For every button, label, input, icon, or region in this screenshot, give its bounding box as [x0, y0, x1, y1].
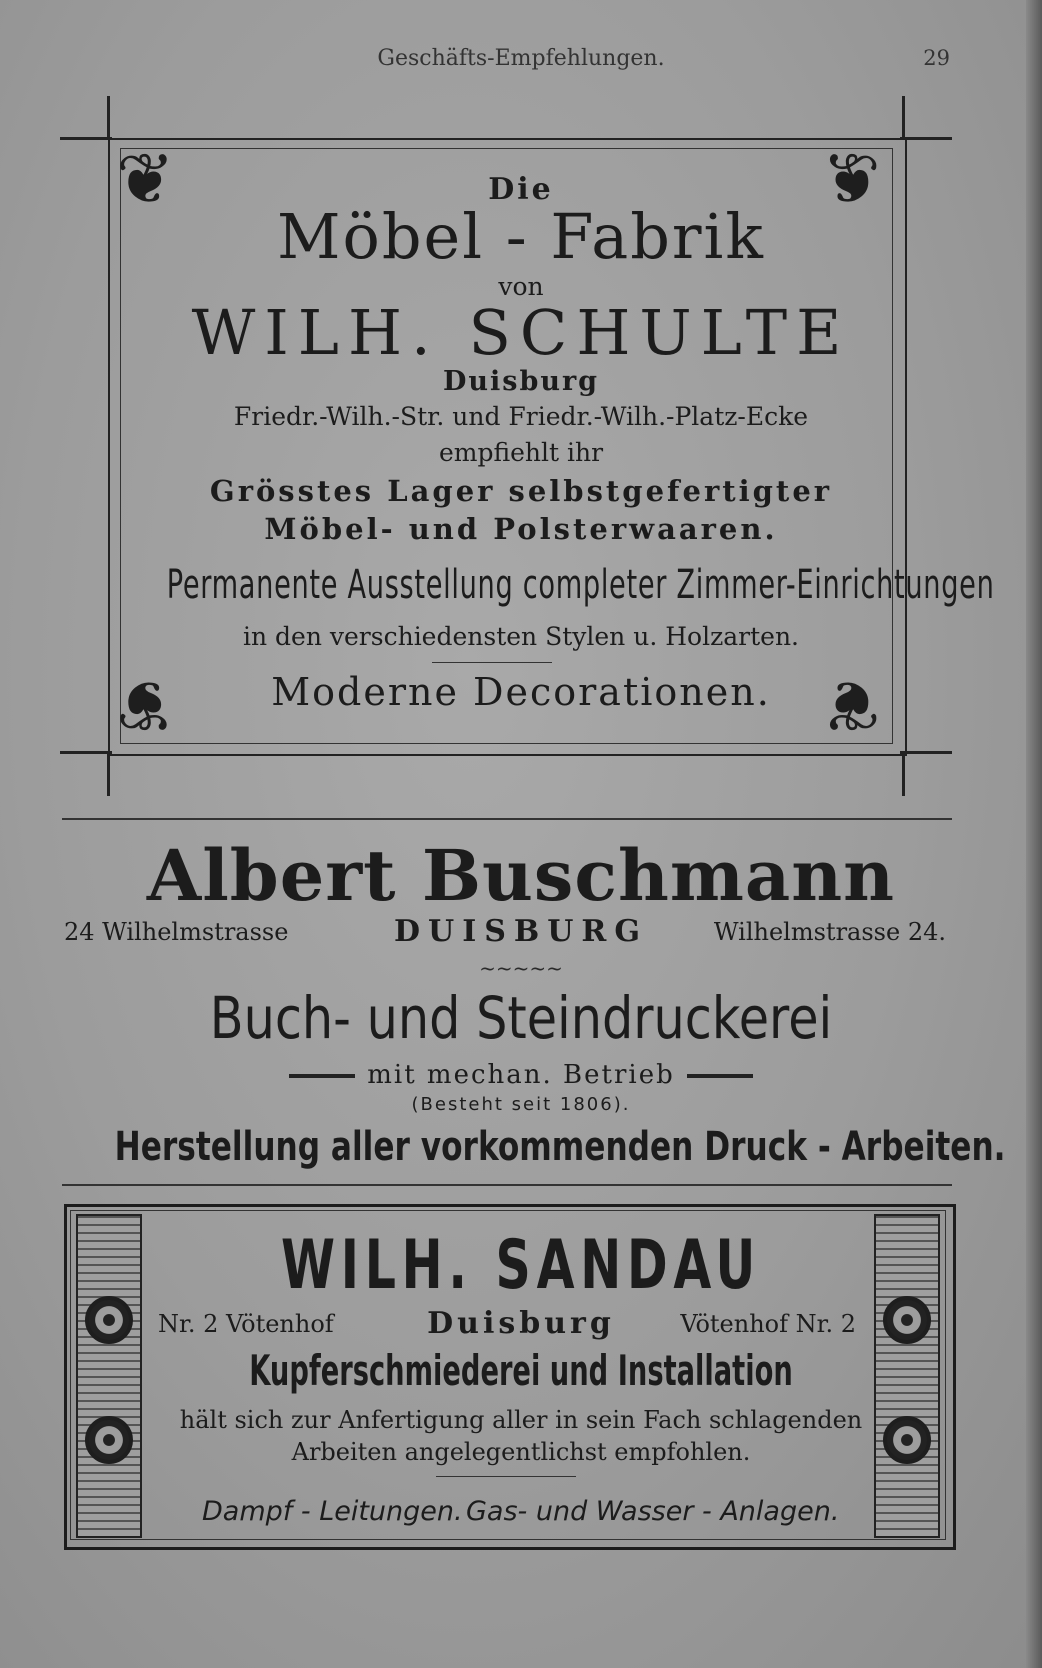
- ad-buschmann-address-right: Wilhelmstrasse 24.: [713, 918, 946, 946]
- ad-sandau-address-right: Vötenhof Nr. 2: [680, 1310, 856, 1338]
- ad-buschmann-city: DUISBURG: [394, 914, 648, 949]
- running-header: Geschäfts-Empfehlungen.: [377, 46, 665, 71]
- section-divider: [62, 1184, 952, 1186]
- frame-tick-bottom-right: [902, 752, 905, 796]
- ad-sandau-address-left: Nr. 2 Vötenhof: [158, 1310, 334, 1338]
- corner-ornament-icon: ❦: [822, 138, 881, 220]
- ad-schulte-exhibition: Permanente Ausstellung completer Zimmer-Einrichtungen: [166, 562, 995, 608]
- corner-ornament-icon: ❦: [116, 138, 175, 220]
- ad-sandau-service-steam: Dampf - Leitungen.: [202, 1496, 463, 1527]
- ad-sandau-name: WILH. SANDAU: [280, 1226, 762, 1305]
- ornamental-side-panel-left: [76, 1214, 142, 1538]
- frame-tick-top-right: [902, 96, 905, 140]
- divider: [432, 662, 552, 663]
- frame-tick-right-top: [900, 137, 952, 140]
- ad-schulte-styles: in den verschiedensten Stylen u. Holzarten.: [243, 622, 799, 651]
- ad-buschmann-tagline: Herstellung aller vorkommenden Druck - Arbeiten.: [114, 1124, 1006, 1170]
- ad-buschmann-subtitle: mit mechan. Betrieb: [367, 1060, 675, 1090]
- ad-schulte-address: Friedr.-Wilh.-Str. und Friedr.-Wilh.-Platz-Ecke: [233, 402, 809, 431]
- frame-tick-right-bottom: [900, 751, 952, 754]
- frame-tick-top-left: [107, 96, 110, 140]
- ad-buschmann-founded: (Besteht seit 1806).: [411, 1094, 631, 1115]
- ad-schulte-recommends: empfiehlt ihr: [438, 438, 604, 467]
- dash-left: [289, 1074, 355, 1078]
- page-number: 29: [923, 46, 950, 70]
- ad-sandau-text-line2: Arbeiten angelegentlichst empfohlen.: [291, 1438, 751, 1466]
- corner-ornament-icon: ❦: [822, 664, 881, 746]
- ad-buschmann-address-left: 24 Wilhelmstrasse: [64, 918, 289, 946]
- ad-schulte-stock: Grösstes Lager selbstgefertigter: [209, 474, 833, 508]
- corner-ornament-icon: ❦: [116, 664, 175, 746]
- divider: [436, 1476, 576, 1477]
- ad-schulte-name: WILH. SCHULTE: [191, 296, 851, 369]
- ad-sandau-business: Kupferschmiederei und Installation: [249, 1346, 793, 1395]
- frame-tick-bottom-left: [107, 752, 110, 796]
- ad-schulte-heading: Möbel - Fabrik: [277, 200, 765, 273]
- ad-buschmann-business: Buch- und Steindruckerei: [209, 984, 833, 1052]
- ad-sandau-city: Duisburg: [427, 1306, 615, 1341]
- ad-sandau-text-line1: hält sich zur Anfertigung aller in sein Fach schlagenden: [179, 1406, 863, 1434]
- ad-schulte-die: Die: [488, 172, 554, 207]
- section-divider: [62, 818, 952, 820]
- frame-tick-left-bottom: [60, 751, 112, 754]
- ad-schulte-goods: Möbel- und Polsterwaaren.: [264, 512, 778, 546]
- frame-tick-left-top: [60, 137, 112, 140]
- ad-schulte-city: Duisburg: [442, 366, 600, 397]
- ad-sandau-service-gas-water: Gas- und Wasser - Anlagen.: [466, 1496, 840, 1527]
- ad-buschmann-subtitle-row: [0, 1060, 1042, 1090]
- dash-right: [687, 1074, 753, 1078]
- ad-schulte-decorations: Moderne Decorationen.: [271, 670, 771, 714]
- ad-schulte-von: von: [498, 272, 544, 301]
- ad-buschmann-name: Albert Buschmann: [146, 834, 896, 917]
- flourish-icon: ~~~~~: [479, 956, 563, 980]
